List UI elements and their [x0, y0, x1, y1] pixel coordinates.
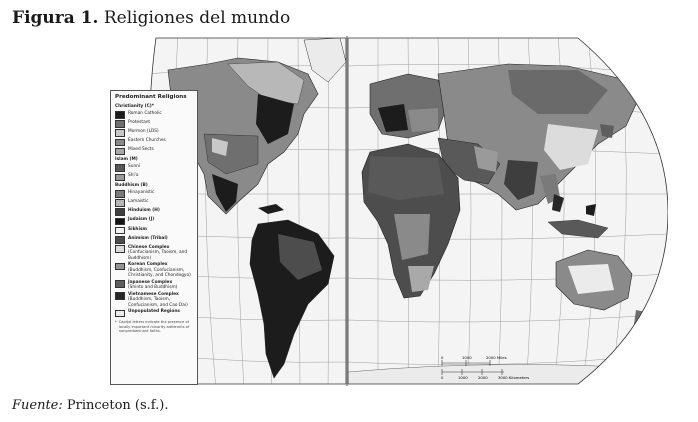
- legend-swatch: [115, 148, 125, 156]
- scale-miles-label: 2000 Miles: [486, 356, 507, 360]
- legend-label: Japanese Complex (Shinto and Buddhism): [128, 279, 178, 291]
- legend-item: [115, 190, 194, 198]
- legend-item: [115, 280, 194, 291]
- legend-label: Shi'a: [128, 173, 139, 179]
- legend-swatch: [115, 139, 125, 147]
- legend-swatch: [115, 227, 125, 235]
- source-label: Fuente:: [12, 398, 63, 413]
- legend-item: [115, 236, 194, 244]
- legend-label: Unpopulated Regions: [128, 309, 180, 315]
- legend-group-heading: Buddhism (B): [115, 183, 148, 189]
- legend-sublabel: (Shinto and Buddhism): [128, 285, 178, 291]
- figure-title: [12, 8, 290, 28]
- legend-label: Judaism (J): [128, 217, 155, 223]
- legend-sublabel: (Buddhism, Confucianism, Christianity, and Chondogyo): [128, 267, 191, 279]
- legend-item: [115, 262, 194, 278]
- legend-single-items: [115, 208, 194, 317]
- legend-swatch: [115, 129, 125, 137]
- legend-item: [115, 292, 194, 308]
- legend-swatch: [115, 174, 125, 182]
- legend-swatch: [115, 120, 125, 128]
- legend-swatch: [115, 245, 125, 253]
- scale-km-label: 3000 Kilometers: [498, 375, 530, 380]
- legend-group-heading: Christianity (C)*: [115, 103, 154, 109]
- legend-label: Vietnamese Complex (Buddhism, Taoism, Confucianism, and Cao Dai): [128, 291, 188, 308]
- legend-label: Roman Catholic: [128, 110, 162, 116]
- legend-swatch: [115, 164, 125, 172]
- scale-km-1000: 1000: [458, 375, 468, 380]
- legend-label: Eastern Churches: [128, 138, 166, 144]
- legend-label: Protestant: [128, 119, 151, 125]
- legend-sublabel: (Confucianism, Taoism, and Buddhism): [128, 250, 188, 261]
- legend-title: Predominant Religions: [115, 94, 187, 100]
- figure-number: Figura 1.: [12, 8, 99, 28]
- legend-item: [115, 227, 194, 235]
- map-legend: [110, 90, 198, 385]
- source-text: Princeton (s.f.).: [66, 398, 169, 413]
- legend-footnote-text: Capital letters indicate the presence of locally important minority adherents of nonpredominant faiths.: [118, 320, 190, 334]
- legend-item: [115, 129, 194, 137]
- scale-km-2000: 2000: [478, 375, 488, 380]
- legend-label: Hinduism (H): [128, 208, 160, 214]
- legend-item: [115, 164, 194, 172]
- legend-item: [115, 309, 194, 317]
- legend-item: [115, 138, 194, 146]
- legend-item: [115, 147, 194, 155]
- legend-swatch: [115, 310, 125, 318]
- legend-label: Animism (Tribal): [128, 235, 168, 241]
- legend-swatch: [115, 190, 125, 198]
- legend-item: [115, 199, 194, 207]
- legend-swatch: [115, 208, 125, 216]
- scale-km-0: 0: [441, 375, 444, 380]
- legend-swatch: [115, 218, 125, 226]
- legend-item: [115, 120, 194, 128]
- figure-caption: Religiones del mundo: [103, 8, 291, 28]
- legend-label: Lamaistic: [128, 198, 149, 204]
- legend-groups: [115, 104, 194, 207]
- legend-group-heading: Islam (M): [115, 157, 138, 163]
- legend-label: Korean Complex (Buddhism, Confucianism, Christianity, and Chondogyo): [128, 262, 191, 279]
- legend-swatch: [115, 263, 125, 271]
- legend-footnote: * Capital letters indicate the presence of locally important minority adherents of nonpredominant faiths.: [115, 320, 194, 333]
- legend-label: Chinese Complex (Confucianism, Taoism, and Buddhism): [128, 244, 188, 261]
- legend-label: Mixed Sects: [128, 147, 154, 153]
- legend-swatch: [115, 292, 125, 300]
- legend-swatch: [115, 199, 125, 207]
- legend-item: [115, 173, 194, 181]
- map-page-right: [346, 34, 668, 390]
- scale-bar: [440, 356, 530, 380]
- figure-source: [12, 398, 169, 413]
- legend-label: Sunni: [128, 164, 141, 170]
- legend-swatch: [115, 236, 125, 244]
- legend-label: Mormon (LDS): [128, 129, 159, 135]
- legend-sublabel: (Buddhism, Taoism, Confucianism, and Cao Dai): [128, 297, 188, 308]
- scale-miles-1000: 1000: [462, 356, 472, 360]
- legend-item: [115, 111, 194, 119]
- legend-label: Sikhism: [128, 226, 147, 232]
- legend-swatch: [115, 111, 125, 119]
- scale-miles-0: 0: [441, 356, 444, 360]
- legend-label: Hinayanistic: [128, 189, 155, 195]
- legend-item: [115, 208, 194, 216]
- legend-swatch: [115, 280, 125, 288]
- legend-item: [115, 245, 194, 261]
- legend-item: [115, 217, 194, 225]
